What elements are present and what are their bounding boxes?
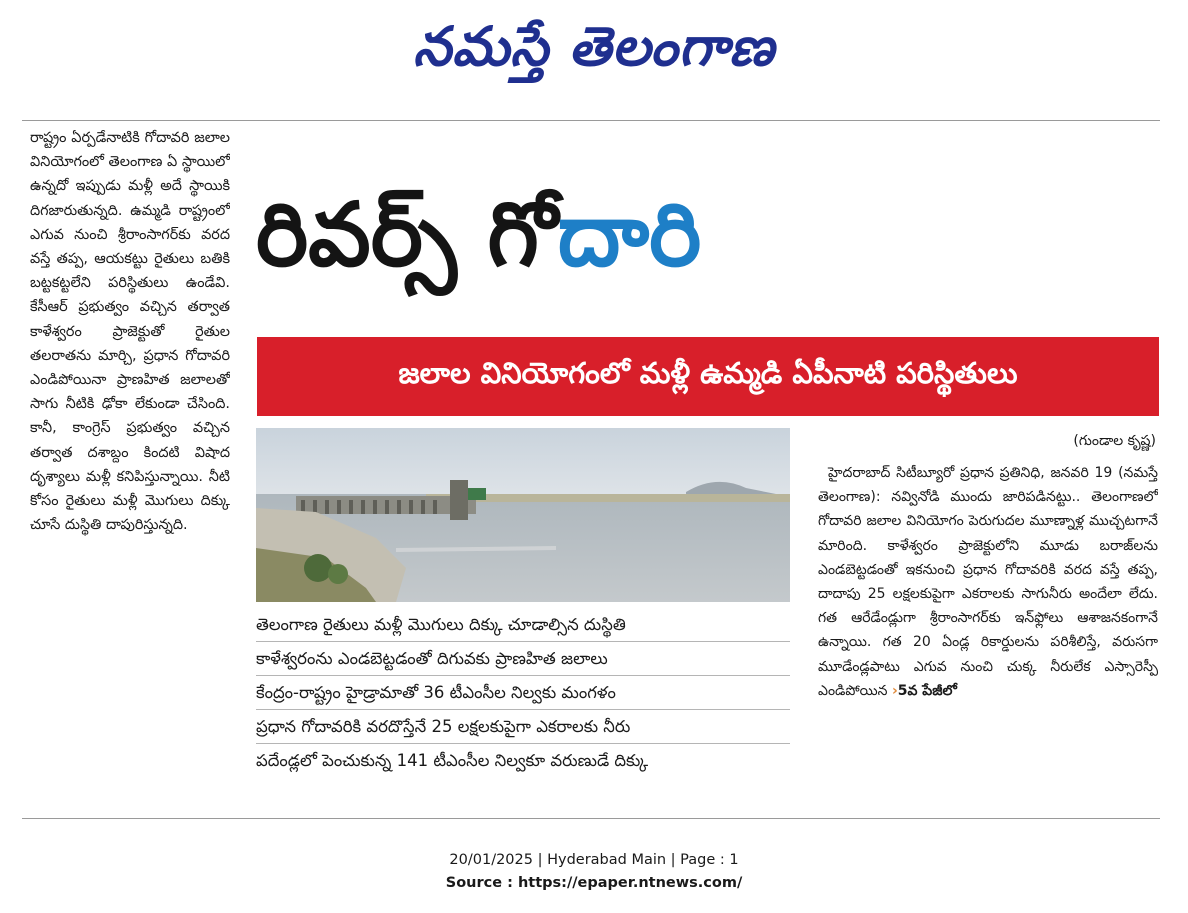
top-divider [22, 120, 1160, 121]
left-column-text: రాష్ట్రం ఏర్పడేనాటికి గోదావరి జలాల వినియోగంలో తెలంగాణ ఏ స్థాయిలో ఉన్నదో ఇప్పుడు మళ్లీ అదే స్థాయికి దిగజారుతున్నది. ఉమ్మడి రాష్ట్రంలో ఎగువ నుంచి శ్రీరాంసాగర్‌కు వరద వస్తే తప్ప, ఆయకట్టు రైతులు బతికి బట్టకట్టలేని పరిస్థితులు ఉండేవి. కేసీఆర్ ప్రభుత్వం వచ్చిన తర్వాత కాళేశ్వరం ప్రాజెక్టుతో రైతుల తలరాతను మార్చి, ప్రధాన గోదావరి ఎండిపోయినా ప్రాణహిత జలాలతో సాగు నీటికి ఢోకా లేకుండా చేసింది. కానీ, కాంగ్రెస్ ప్రభుత్వం వచ్చిన తర్వాత దశాబ్దం కిందటి విషాద దృశ్యాలు మళ్లీ కనిపిస్తున్నాయి. నీటి కోసం రైతులు మళ్లీ మొగులు దిక్కు చూసే దుస్థితి దాపురిస్తున్నది. [30, 130, 230, 534]
masthead-logo: నమస్తే తెలంగాణ [413, 14, 775, 78]
story-text [818, 461, 1158, 703]
footer-edition-info: 20/01/2025 | Hyderabad Main | Page : 1 [449, 852, 739, 868]
barrage-photo [256, 428, 790, 602]
continue-link[interactable]: 5వ పేజీలో [897, 682, 957, 699]
highlight-item: తెలంగాణ రైతులు మళ్లీ మొగులు దిక్కు చూడాల్సిన దుస్థితి [256, 608, 790, 642]
story-body [818, 461, 1158, 807]
bottom-divider [22, 818, 1160, 819]
highlight-item: ప్రధాన గోదావరికి వరదొస్తేనే 25 లక్షలకుపైగా ఎకరాలకు నీరు [256, 710, 790, 744]
highlights-list [256, 608, 790, 777]
highlight-item: పదేండ్లలో పెంచుకున్న 141 టీఎంసీల నిల్వకూ వరుణుడే దిక్కు [256, 751, 649, 770]
highlight-item: కాళేశ్వరంను ఎండబెట్టడంతో దిగువకు ప్రాణహిత జలాలు [256, 642, 790, 676]
subheadline-banner [257, 337, 1159, 416]
story-paragraph: హైదరాబాద్ సిటీబ్యూరో ప్రధాన ప్రతినిధి, జనవరి 19 (నమస్తే తెలంగాణ): నవ్వినోడి ముందు జారిపడినట్టు.. తెలంగాణలో గోదావరి జలాల వినియోగం పెరుగుదల మూణ్నాళ్ల ముచ్చటగానే మారింది. కాళేశ్వరం ప్రాజెక్టులోని మూడు బరాజ్‌లను ఎండబెట్టడంతో ఇకనుంచి ప్రధాన గోదావరికి వరద వస్తే తప్ప, దాదాపు 25 లక్షలకుపైగా ఎకరాలకు సాగునీరు అందేలా లేదు. గత ఆరేడేండ్లుగా శ్రీరాంసాగర్‌కు ఇన్‌ఫ్లోలు ఆశాజనకంగానే ఉన్నాయి. గత 20 ఏండ్ల రికార్డులను పరిశీలిస్తే, వరుసగా మూడేండ్లపాటు ఎగువ నుంచి చుక్క నీరులేక ఎస్సారెస్పీ ఎండిపోయిన [818, 465, 1158, 699]
headline-part-1: రివర్స్ గో [256, 183, 558, 286]
left-column [30, 126, 230, 806]
byline: (గుండాల కృష్ణ) [1073, 433, 1156, 449]
highlight-item: కేంద్రం-రాష్ట్రం హైడ్రామాతో 36 టీఎంసీల నిల్వకు మంగళం [256, 676, 790, 710]
headline-part-2: దారి [557, 183, 702, 286]
subheadline-text: జలాల వినియోగంలో మళ్లీ ఉమ్మడి ఏపీనాటి పరిస్థితులు [398, 355, 1018, 390]
footer-source-link[interactable]: Source : https://epaper.ntnews.com/ [445, 875, 743, 891]
continue-arrow-icon: › [891, 682, 898, 699]
headline [256, 160, 1160, 310]
